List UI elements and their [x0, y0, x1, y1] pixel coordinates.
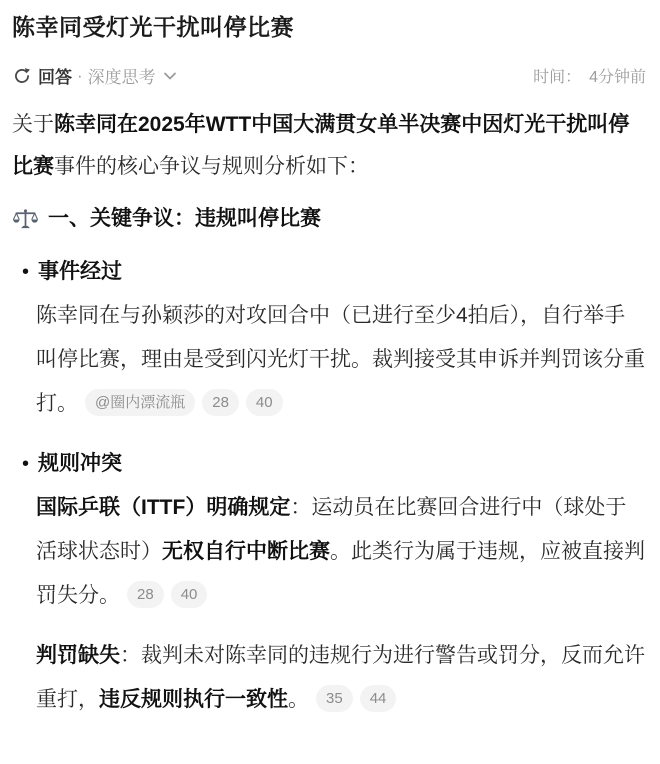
bullet-head [12, 450, 646, 478]
intro-paragraph [12, 104, 646, 188]
answer-meta-row [12, 63, 646, 88]
bullet-dot: • [22, 261, 30, 284]
paragraph [36, 294, 646, 426]
bullet-body [36, 486, 646, 722]
citation-badge[interactable]: 40 [171, 581, 208, 608]
page-title: 陈幸同受灯光干扰叫停比赛 [12, 14, 294, 40]
paragraph-text: ：运动员在比赛回合进行中（球处于活球状态时） [36, 496, 627, 564]
citation-badge[interactable]: 28 [127, 581, 164, 608]
bullet-head [12, 258, 646, 286]
bullet-dot: • [22, 453, 30, 476]
citation-badge[interactable]: 40 [246, 389, 283, 416]
paragraph [36, 634, 646, 722]
citation-badge[interactable]: 28 [202, 389, 239, 416]
bullet-body [36, 294, 646, 426]
timestamp [533, 64, 646, 87]
intro-bold-text: 陈幸同在2025年WTT中国大满贯女单半决赛中因灯光干扰叫停比赛 [12, 113, 630, 179]
paragraph-text: 。此类行为属于违规，应被直接判罚失分。 [36, 540, 645, 608]
section-heading [12, 204, 646, 234]
bullet-item-rule-conflict [12, 450, 646, 722]
bullet-title: 事件经过 [38, 260, 123, 284]
paragraph-bold-text: 违反规则执行一致性 [99, 688, 288, 712]
paragraph-bold-text: 无权自行中断比赛 [162, 540, 330, 564]
mode-label: 深度思考 [87, 68, 156, 88]
source-badge[interactable]: @圈内漂流瓶 [85, 389, 195, 416]
paragraph-bold-text: 判罚缺失 [36, 644, 120, 668]
paragraph-text: 。 [288, 688, 309, 712]
time-value: 4分钟前 [589, 69, 646, 87]
time-label: 时间： [533, 69, 582, 87]
paragraph-text: 陈幸同在与孙颖莎的对攻回合中（已进行至少4拍后），自行举手叫停比赛，理由是受到闪光灯干扰。裁判接受其申诉并判罚该分重打。 [36, 304, 645, 416]
section-heading-text: 一、关键争议：违规叫停比赛 [48, 207, 321, 231]
paragraph-bold-text: 国际乒联（ITTF）明确规定 [36, 496, 291, 520]
bullet-title: 规则冲突 [38, 452, 123, 476]
intro-prefix: 关于 [12, 113, 54, 137]
balance-scale-icon [12, 208, 39, 231]
answer-label: 回答 [38, 68, 72, 88]
paragraph [36, 486, 646, 618]
citation-badge[interactable]: 35 [316, 685, 353, 712]
bullet-item-event [12, 258, 646, 426]
regenerate-icon[interactable] [12, 66, 32, 86]
paragraph-text: ：裁判未对陈幸同的违规行为进行警告或罚分，反而允许重打， [36, 644, 645, 712]
answer-mode-selector[interactable] [12, 63, 178, 88]
chevron-down-icon[interactable] [162, 68, 178, 84]
intro-suffix: 事件的核心争议与规则分析如下： [54, 155, 369, 179]
meta-separator: · [77, 65, 83, 85]
citation-badge[interactable]: 44 [360, 685, 397, 712]
